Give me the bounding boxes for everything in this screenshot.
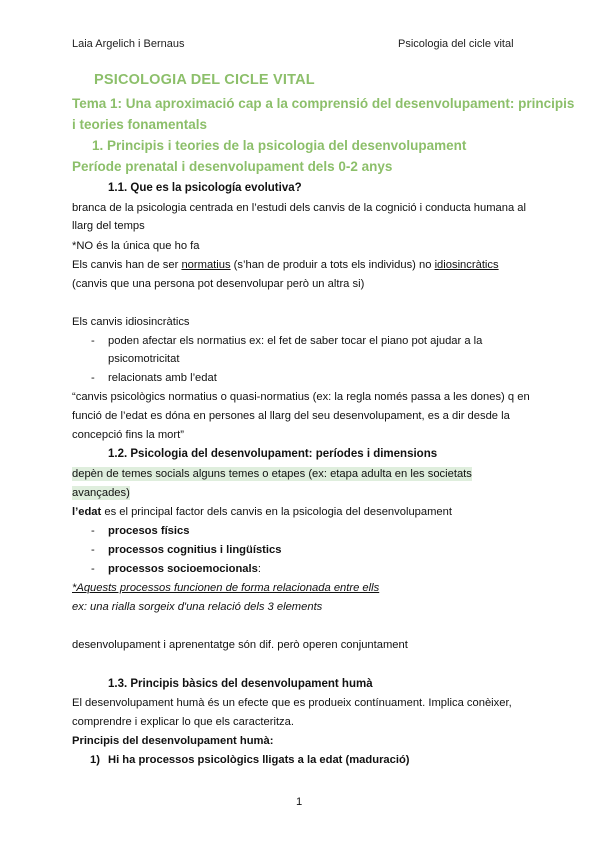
italic-note2: ex: una rialla sorgeix d'una relació dels 3 elements: [72, 601, 323, 613]
tema-heading-line2: i teories fonamentals: [72, 117, 208, 132]
quote-line2: funció de l’edat es dóna en persones al llarg del seu desenvolupament, es a dir desde la: [72, 410, 510, 422]
item-fisics: procesos físics: [108, 525, 190, 537]
page-number: 1: [296, 796, 303, 808]
item1-number: 1): [90, 754, 100, 766]
s13-line2: comprendre i explicar lo que els caracteritza.: [72, 716, 294, 728]
s13-line1: El desenvolupament humà és un efecte que es produeix contínuament. Implica conèixer,: [72, 697, 512, 709]
canvis-line1: [72, 259, 528, 271]
header-subject: Psicologia del cicle vital: [398, 38, 514, 50]
item-cognitius: processos cognitius i lingüístics: [108, 544, 282, 556]
bullet1-line1: poden afectar els normatius ex: el fet de saber tocar el piano pot ajudar a la: [108, 335, 483, 347]
dif-text: desenvolupament i aprenentatge són dif. però operen conjuntament: [72, 639, 408, 651]
idio-heading: Els canvis idiosincràtics: [72, 316, 190, 328]
item-socioemocionals: processos socioemocionals: [108, 563, 258, 575]
bullet-dash-4: -: [91, 544, 95, 556]
highlight-line2: avançades): [72, 487, 130, 499]
item-suffix: :: [257, 563, 261, 575]
bullet1-line2: psicomotricitat: [108, 353, 180, 365]
item1-text: Hi ha processos psicològics lligats a la edat (maduració): [108, 754, 410, 766]
note-text: *NO és la única que ho fa: [72, 240, 200, 252]
item-socioemocionals-line: [108, 563, 261, 575]
quote-line1: “canvis psicològics normatius o quasi-normatius (ex: la regla només passa a les dones) q en: [72, 391, 530, 403]
document-title: PSICOLOGIA DEL CICLE VITAL: [94, 72, 315, 88]
canvis-line2: (canvis que una persona pot desenvolupar però un altra si): [72, 278, 365, 290]
section-periode-heading: Període prenatal i desenvolupament dels 0-2 anys: [72, 159, 393, 174]
edat-rest: es el principal factor dels canvis en la psicologia del desenvolupament: [101, 506, 452, 518]
tema-heading-line1: [72, 96, 575, 111]
principis-heading: Principis del desenvolupament humà:: [72, 735, 274, 747]
bullet-dash-1: -: [91, 335, 95, 347]
idiosincratics-term: idiosincràtics: [434, 259, 499, 271]
bullet2-text: relacionats amb l’edat: [108, 372, 217, 384]
quote-line3: concepció fins la mort”: [72, 429, 184, 441]
tema-text-1: Tema 1: Una aproximació cap a la comprensió del desenvolupament: principis: [72, 96, 575, 111]
edat-line: [72, 506, 452, 518]
highlight-line1: depèn de temes socials alguns temes o etapes (ex: etapa adulta en les societats: [72, 468, 472, 480]
canvis-text-b: (s’han de produir a tots els individus) no: [230, 259, 435, 271]
italic-note1: *Aquests processos funcionen de forma relacionada entre ells: [72, 582, 380, 594]
header-author: Laia Argelich i Bernaus: [72, 38, 185, 50]
definition-line1: branca de la psicologia centrada en l’estudi dels canvis de la cognició i conducta humana al: [72, 202, 527, 214]
bullet-dash-3: -: [91, 525, 95, 537]
section-1-heading: 1. Principis i teories de la psicologia del desenvolupament: [92, 138, 467, 153]
canvis-text-a: Els canvis han de ser: [72, 259, 182, 271]
edat-term: l’edat: [72, 506, 102, 518]
bullet-dash-5: -: [91, 563, 95, 575]
heading-1-3: 1.3. Principis bàsics del desenvolupament humà: [108, 678, 373, 690]
definition-line2: llarg del temps: [72, 220, 145, 232]
heading-1-2: 1.2. Psicologia del desenvolupament: períodes i dimensions: [108, 448, 438, 460]
normatius-term: normatius: [181, 259, 231, 271]
bullet-dash-2: -: [91, 372, 95, 384]
heading-1-1: 1.1. Que es la psicología evolutiva?: [108, 182, 302, 194]
